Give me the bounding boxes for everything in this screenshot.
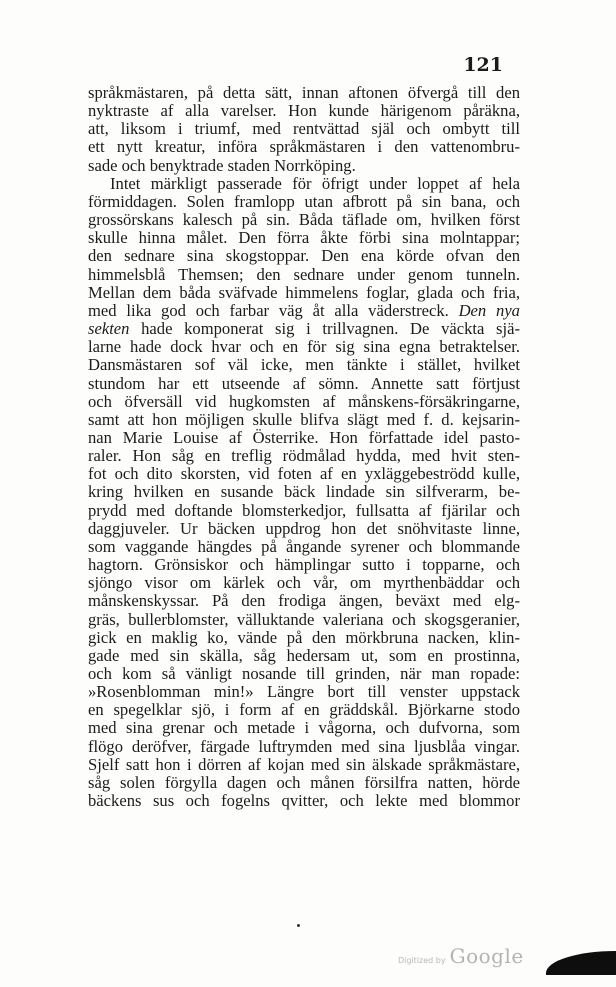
text-line: ett nytt kreatur, införa språkmästaren i den vattenombru- xyxy=(88,137,520,157)
text-line: sade och benyktrade staden Norrköping. xyxy=(88,155,356,175)
text-line-with-italic xyxy=(88,320,520,338)
text-line: hagtorn. Grönsiskor och hämplingar sutto i topparne, och xyxy=(88,555,520,575)
text-line: nan Marie Louise af Österrike. Hon författade idel pasto- xyxy=(88,427,520,447)
italic-phrase: Den nya xyxy=(458,300,520,320)
digitized-by-label: Digitized by xyxy=(398,956,446,965)
text-line: och kom så vänligt nosande till grinden, när man ropade: xyxy=(88,664,520,683)
text-line: kring hvilken en susande bäck lindade sin silfverarm, be- xyxy=(88,482,520,502)
text-line: larne hade dock hvar och en för sig sina egna betraktelser. xyxy=(88,337,520,357)
text-line: bäckens sus och fogelns qvitter, och lekte med blommor xyxy=(88,791,520,811)
text-line: Dansmästaren sof väl icke, men tänkte i stället, hvilket xyxy=(88,355,520,375)
digitized-by-google-watermark xyxy=(398,944,524,968)
text-line: sjöngo visor om kärlek och vår, om myrthenbäddar och xyxy=(88,573,520,593)
text-line: gade med sin skälla, såg hedersam ut, som en prostinna, xyxy=(88,645,520,665)
body-text xyxy=(88,84,520,810)
text-line: förmiddagen. Solen framlopp utan afbrott på sin bana, och xyxy=(88,191,520,211)
text-line: månskenskyssar. På den frodiga ängen, beväxt med elg- xyxy=(88,591,520,611)
page-curl-shadow xyxy=(546,951,616,975)
text-line: med sina grenar och metade i vågorna, och dufvorna, som xyxy=(88,718,520,738)
text-line: stundom har ett utseende af sömn. Annette satt förtjust xyxy=(88,373,520,393)
text-line: gräs, bullerblomster, välluktande valeriana och skogsgeranier, xyxy=(88,609,520,629)
text-line-with-italic xyxy=(88,302,520,320)
text-line: skulle hinna målet. Den förra åkte förbi sina molntappar; xyxy=(88,228,520,248)
text-line: gick en maklig ko, vände på den mörkbruna nacken, klin- xyxy=(88,627,520,647)
text-line: Sjelf satt hon i dörren af kojan med sin älskade språkmästare, xyxy=(88,754,520,774)
text-line: en spegelklar sjö, i form af en gräddskål. Björkarne stodo xyxy=(88,700,520,720)
text-line: att, liksom i triumf, med rentvättad själ och ombytt till xyxy=(88,119,520,139)
page-number: 121 xyxy=(463,54,503,76)
text-line: himmelsblå Themsen; den sednare under genom tunneln. xyxy=(88,264,520,284)
text-line: såg solen förgylla dagen och månen försilfra natten, hörde xyxy=(88,772,520,792)
text-line: raler. Hon såg en treflig rödmålad hydda, med hvit sten- xyxy=(88,446,520,466)
google-logo-text: Google xyxy=(449,944,524,968)
text-line: som vaggande hängdes på ångande syrener och blommande xyxy=(88,536,520,556)
text-line: samt att hon möjligen skulle blifva slägt med f. d. kejsarin- xyxy=(88,409,520,429)
text-line: grossörskans kalesch på sin. Båda täflade om, hvilken först xyxy=(88,210,520,230)
text-line: flögo deröfver, färgade luftrymden med sina ljusblåa vingar. xyxy=(88,736,520,756)
text-line: Intet märkligt passerade för öfrigt under loppet af hela xyxy=(110,173,520,193)
text-line: och öfversäll vid hugkomsten af månskens-försäkringarne, xyxy=(88,391,520,411)
text-line: den sednare sina skogstoppar. Den ena körde ofvan den xyxy=(88,246,520,266)
text-line: daggjuveler. Ur bäcken uppdrog hon det snöhvitaste linne, xyxy=(88,518,520,538)
text-line: språkmästaren, på detta sätt, innan aftonen öfvergå till den xyxy=(88,83,520,102)
text-segment: med lika god och farbar väg åt alla väderstreck. xyxy=(88,300,449,320)
text-line: nyktraste af alla varelser. Hon kunde härigenom påräkna, xyxy=(88,101,520,121)
text-line: »Rosenblomman min!» Längre bort till venster uppstack xyxy=(88,682,520,702)
text-line: prydd med doftande blomsterkedjor, fullsatta af fjärilar och xyxy=(88,500,520,520)
text-line: fot och dito skorsten, vid foten af en yxläggebeströdd kulle, xyxy=(88,464,520,484)
ink-speck xyxy=(297,924,300,927)
italic-phrase: sekten xyxy=(88,319,130,339)
text-segment: hade komponerat sig i trillvagnen. De väckta sjä- xyxy=(129,319,520,339)
text-line: Mellan dem båda sväfvade himmelens foglar, glada och fria, xyxy=(88,282,520,302)
